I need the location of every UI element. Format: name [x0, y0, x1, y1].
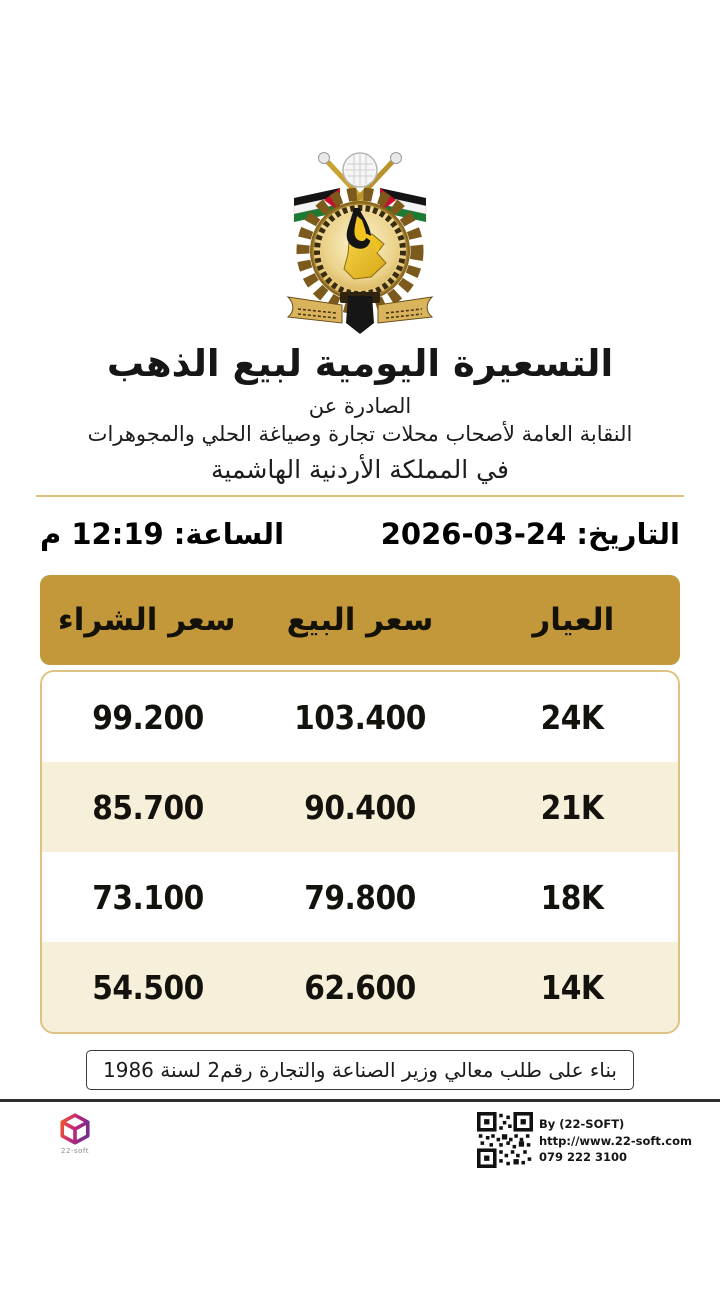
sell-price-cell: 90.400: [304, 787, 416, 827]
sell-price-cell: 79.800: [304, 877, 416, 917]
buy-price-cell: 99.200: [92, 697, 204, 737]
sell-price-cell: 103.400: [294, 697, 426, 737]
credit-text: [539, 1112, 692, 1166]
date-group: [381, 517, 680, 551]
karat-cell: 18K: [540, 877, 604, 917]
time-label: الساعة:: [173, 517, 285, 551]
buy-price-cell: 73.100: [92, 877, 204, 917]
brand-caption: 22-soft: [61, 1147, 89, 1155]
datetime-row: [40, 517, 680, 551]
credit-bar: [0, 1102, 720, 1168]
time-value: 12:19 م: [40, 517, 164, 551]
date-label: التاريخ:: [576, 517, 680, 551]
credit-line-phone: 079 222 3100: [538, 1150, 628, 1165]
karat-cell: 14K: [540, 967, 604, 1007]
table-header: [40, 575, 680, 665]
page-title: التسعيرة اليومية لبيع الذهب: [106, 342, 614, 385]
date-value: 24-03-2026: [380, 517, 567, 551]
time-group: [40, 517, 284, 551]
table-row: [42, 942, 678, 1032]
sell-price-cell: 62.600: [304, 967, 416, 1007]
credit-line-url: http://www.22-soft.com: [538, 1133, 692, 1148]
note-wrap: [0, 1050, 720, 1090]
buy-price-cell: 85.700: [92, 787, 204, 827]
col-header-karat: العيار: [532, 602, 615, 638]
gold-price-table: [40, 575, 680, 1034]
buy-price-cell: 54.500: [92, 967, 204, 1007]
company-logo: [58, 1112, 92, 1155]
syndicate-emblem-icon: [279, 146, 441, 336]
karat-cell: 24K: [540, 697, 604, 737]
cube-logo-icon: [58, 1112, 92, 1146]
table-row: [42, 762, 678, 852]
qr-code-icon: [477, 1112, 533, 1168]
table-body: [40, 670, 680, 1034]
issued-by-line3: في المملكة الأردنية الهاشمية: [211, 455, 509, 484]
issued-by-line2: النقابة العامة لأصحاب محلات تجارة وصياغة الحلي والمجوهرات: [87, 422, 633, 446]
col-header-buy: سعر الشراء: [57, 602, 236, 638]
syndicate-emblem: [0, 146, 720, 336]
issued-by-line1: الصادرة عن: [308, 394, 412, 418]
table-row: [42, 852, 678, 942]
credit-line-by: By (22-SOFT): [538, 1117, 625, 1131]
karat-cell: 21K: [540, 787, 604, 827]
gold-divider: [36, 495, 684, 497]
credit-block: [477, 1112, 692, 1168]
table-row: [42, 672, 678, 762]
ministerial-note: بناء على طلب معالي وزير الصناعة والتجارة رقم2 لسنة 1986: [86, 1050, 634, 1090]
col-header-sell: سعر البيع: [286, 602, 434, 638]
